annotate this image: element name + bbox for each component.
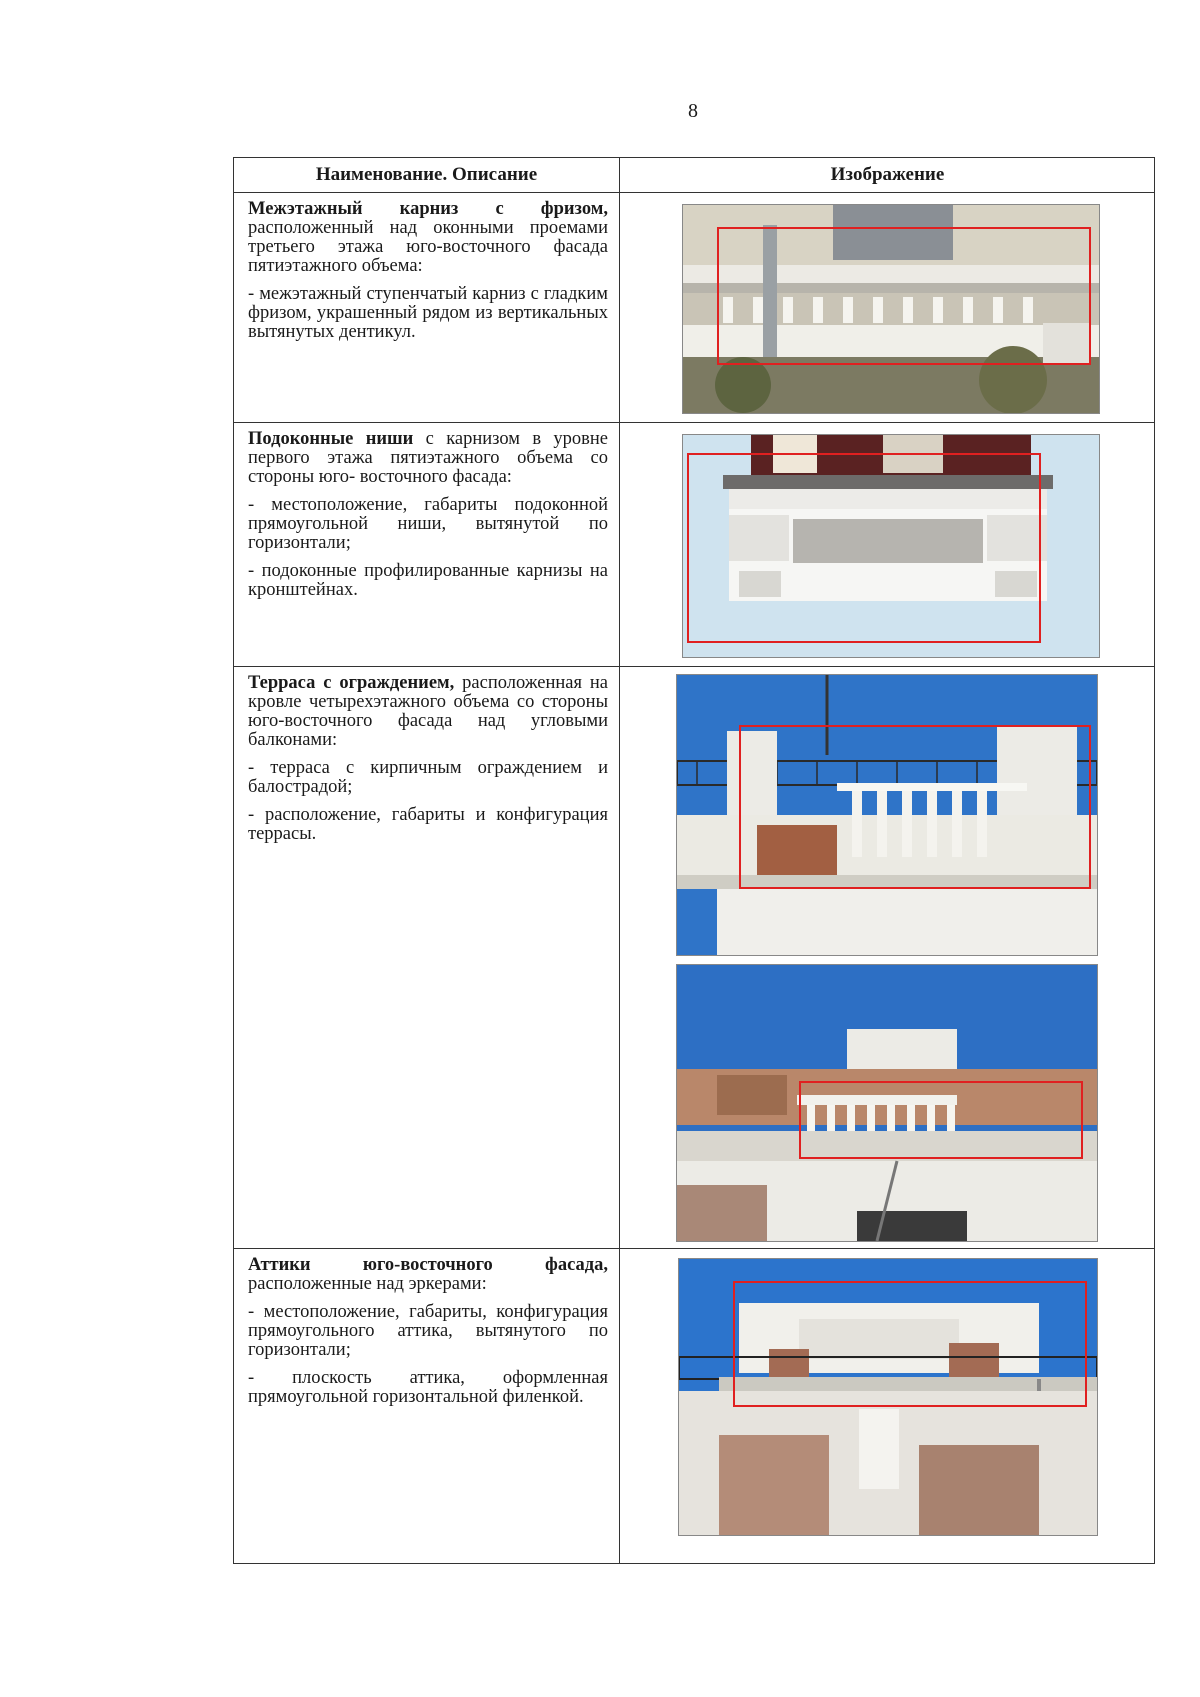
row-item: - местоположение, габариты подоконной прямоугольной ниши, вытянутой по горизонтали; (248, 495, 608, 553)
row-item: - подоконные профилированные карнизы на кронштейнах. (248, 561, 608, 600)
highlight-frame (739, 725, 1091, 889)
row-divider (234, 192, 1154, 193)
row-lead: расположенная на кровле четырехэтажного объема со стороны юго-восточного фасада над угловыми балконами: (248, 673, 608, 750)
page-number: 8 (688, 100, 698, 122)
highlight-frame (687, 453, 1041, 643)
row-divider (234, 666, 1154, 667)
highlight-frame (799, 1081, 1083, 1159)
terrace-photo-1 (676, 674, 1098, 956)
row-divider (234, 1248, 1154, 1249)
row-niche-description (248, 430, 608, 609)
row-cornice-description (248, 200, 608, 351)
row-item: - расположение, габариты и конфигурация террасы. (248, 805, 608, 844)
row-attic-description (248, 1256, 608, 1416)
row-title: Подоконные ниши (248, 429, 414, 449)
row-divider (234, 422, 1154, 423)
row-item: - межэтажный ступенчатый карниз с гладким фризом, украшенный рядом из вертикальных вытянутых дентикул. (248, 284, 608, 342)
row-terrace-description (248, 674, 608, 853)
row-item: - местоположение, габариты, конфигурация прямоугольного аттика, вытянутого по горизонтали; (248, 1302, 608, 1360)
description-table (233, 157, 1155, 1564)
highlight-frame (717, 227, 1091, 365)
niche-photo (682, 434, 1100, 658)
attic-photo (678, 1258, 1098, 1536)
highlight-frame (733, 1281, 1087, 1407)
header-name-description: Наименование. Описание (315, 164, 538, 185)
row-item: - терраса с кирпичным ограждением и балострадой; (248, 758, 608, 797)
row-lead: расположенные над эркерами: (248, 1274, 487, 1294)
row-item: - плоскость аттика, оформленная прямоугольной горизонтальной филенкой. (248, 1368, 608, 1407)
row-title: Терраса с ограждением, (248, 673, 455, 693)
row-title: Аттики юго-восточного фасада, (248, 1255, 608, 1275)
cornice-photo (682, 204, 1100, 414)
terrace-photo-2 (676, 964, 1098, 1242)
row-lead: с карнизом в уровне первого этажа пятиэтажного объема со стороны юго- восточного фасада: (248, 429, 608, 487)
header-image: Изображение (830, 164, 945, 185)
row-title: Межэтажный карниз с фризом, (248, 199, 608, 219)
row-lead: расположенный над оконными проемами третьего этажа юго-восточного фасада пятиэтажного объема: (248, 218, 608, 276)
column-divider (619, 158, 620, 1563)
